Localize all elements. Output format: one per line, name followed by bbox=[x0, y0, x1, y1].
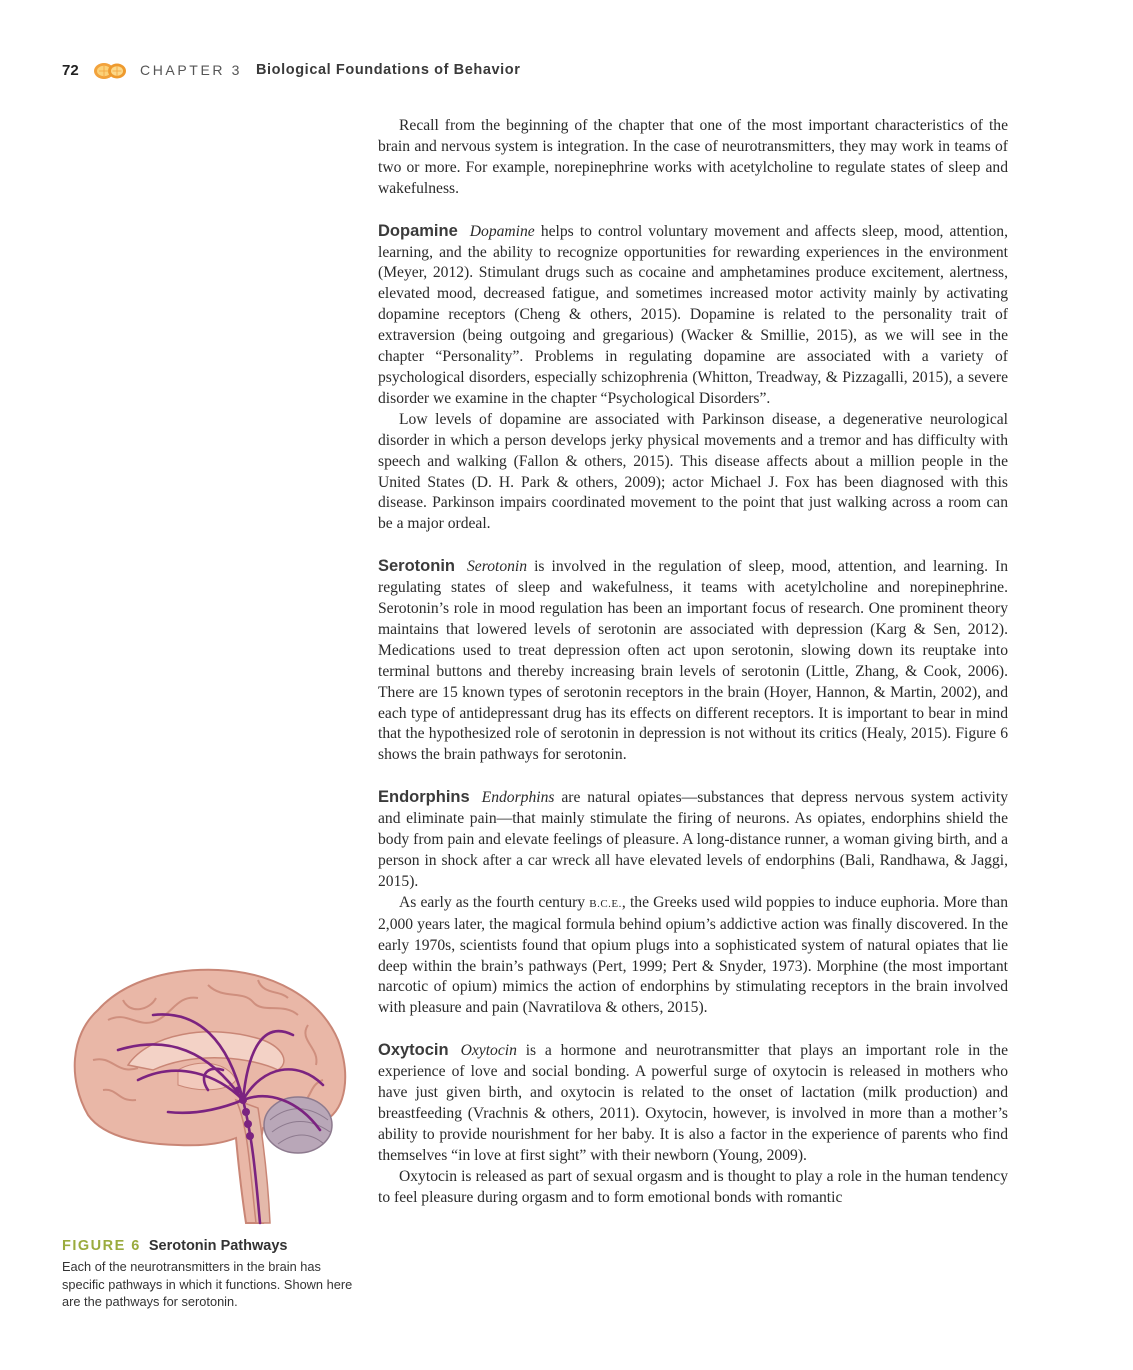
figure-caption bbox=[62, 1238, 362, 1311]
oxytocin-paragraph-1 bbox=[378, 1040, 1008, 1166]
figure-title: Serotonin Pathways bbox=[148, 1238, 288, 1254]
endorphins-heading: Endorphins bbox=[378, 788, 470, 807]
endorphins-paragraph-2 bbox=[378, 893, 1008, 1019]
serotonin-text: is involved in the regulation of sleep, mood, attention, and learning. In regulating states of sleep and wakefulness, it teams with acetylcholine and norepinephrine. Serotonin’s role in mood regulation has been an important focus of research. One prominent theory maintains that lowered levels of serotonin are associated with depression (Karg & Sen, 2012). Medications used to treat depression often act upon serotonin, slowing down its reuptake into terminal buttons and thereby increasing brain levels of serotonin (Little, Zhang, & Cook, 2006). There are 15 known types of serotonin receptors in the brain (Hoyer, Hannon, & Martin, 2002), and each type of antidepressant drug has its effects on different receptors. It is important to bear in mind that the hypothesized role of serotonin in depression is not without its critics (Healy, 2015). Figure 6 shows the brain pathways for serotonin. bbox=[378, 558, 1008, 764]
serotonin-heading: Serotonin bbox=[378, 557, 455, 576]
endorphins-text-b: , the Greeks used wild poppies to induce euphoria. More than 2,000 years later, the magical formula behind opium’s addictive action was finally discovered. In the early 1970s, scientists found that opium plugs into a sophisticated system of natural opiates that lie deep within the brain’s pathways (Pert, 1999; Pert & Snyder, 1973). Morphine (the most important narcotic of opium) mimics the action of endorphins by stimulating receptors in the brain involved with pleasure and pain (Navratilova & others, 2015). bbox=[378, 893, 1009, 1017]
serotonin-term: Serotonin bbox=[467, 558, 528, 576]
section-serotonin bbox=[378, 556, 1008, 766]
body-text bbox=[378, 116, 1008, 1209]
chapter-title: Biological Foundations of Behavior bbox=[255, 62, 521, 78]
endorphins-paragraph-1 bbox=[378, 787, 1008, 893]
figure-caption-text: Each of the neurotransmitters in the brain has specific pathways in which it functions. Shown here are the pathways for serotonin. bbox=[62, 1259, 353, 1309]
serotonin-paragraph-1 bbox=[378, 556, 1008, 766]
dopamine-paragraph-2: Low levels of dopamine are associated with Parkinson disease, a degenerative neurological disorder in which a person develops jerky physical movements and a tremor and has difficulty with speech and walking (Fallon & others, 2015). This disease affects about a million people in the United States (D. H. Park & others, 2009); actor Michael J. Fox has been diagnosed with this disease. Parkinson impairs coordinated movement to the point that just walking across a room can be a major ordeal. bbox=[378, 410, 1008, 533]
oxytocin-heading: Oxytocin bbox=[378, 1041, 449, 1060]
dopamine-heading: Dopamine bbox=[378, 221, 458, 240]
brain-illustration bbox=[58, 940, 358, 1225]
dopamine-term: Dopamine bbox=[469, 222, 535, 240]
figure-title-row bbox=[62, 1238, 362, 1254]
oxytocin-term: Oxytocin bbox=[460, 1042, 517, 1060]
endorphins-term: Endorphins bbox=[481, 789, 555, 807]
section-endorphins bbox=[378, 787, 1008, 1019]
section-dopamine bbox=[378, 221, 1008, 536]
endorphins-text-a: As early as the fourth century bbox=[399, 893, 590, 911]
figure-label: FIGURE 6 bbox=[62, 1238, 141, 1254]
cerebellum bbox=[264, 1097, 332, 1153]
running-header bbox=[62, 58, 520, 82]
orange-slices-icon bbox=[92, 59, 128, 81]
era-abbreviation: B.C.E. bbox=[589, 897, 622, 910]
chapter-label: CHAPTER 3 bbox=[140, 62, 242, 78]
dopamine-paragraph-1 bbox=[378, 221, 1008, 410]
endorphins-text: are natural opiates—substances that depress nervous system activity and eliminate pain—that mainly stimulate the firing of neurons. As opiates, endorphins shield the body from pain and elevate feelings of pleasure. A long-distance runner, a woman giving birth, and a person in shock after a car wreck all have elevated levels of endorphins (Bali, Randhawa, & Jaggi, 2015). bbox=[378, 789, 1008, 890]
section-oxytocin bbox=[378, 1040, 1008, 1208]
oxytocin-paragraph-2: Oxytocin is released as part of sexual orgasm and is thought to play a role in the human tendency to feel pleasure during orgasm and to form emotional bonds with romantic bbox=[378, 1167, 1008, 1206]
dopamine-text: helps to control voluntary movement and affects sleep, mood, attention, learning, and the ability to recognize opportunities for rewarding experiences in the environment (Meyer, 2012). Stimulant drugs such as cocaine and amphetamines produce excitement, alertness, elevated mood, decreased fatigue, and sometimes increased motor activity mainly by activating dopamine receptors (Cheng & others, 2015). Dopamine is related to the personality trait of extraversion (being outgoing and gregarious) (Wacker & Smillie, 2015), as we will see in the chapter “Personality”. Problems in regulating dopamine are associated with a variety of psychological disorders, especially schizophrenia (Whitton, Treadway, & Pizzagalli, 2015), a severe disorder we examine in the chapter “Psychological Disorders”. bbox=[378, 222, 1008, 407]
oxytocin-text: is a hormone and neurotransmitter that plays an important role in the experience of love and social bonding. A powerful surge of oxytocin is released in mothers who have just given birth, and oxytocin is related to the onset of lactation (milk production) and breastfeeding (Vrachnis & others, 2011). Oxytocin, however, is involved in more than a mother’s ability to provide nourishment for her baby. It is also a factor in the experience of parents who find themselves “in love at first sight” with their newborn (Young, 2009). bbox=[378, 1042, 1008, 1164]
brain-outline bbox=[75, 970, 345, 1223]
page-number: 72 bbox=[62, 61, 79, 79]
intro-paragraph: Recall from the beginning of the chapter that one of the most important characteristics of the brain and nervous system is integration. In the case of neurotransmitters, they may work in teams of two or more. For example, norepinephrine works with acetylcholine to regulate states of sleep and wakefulness. bbox=[378, 117, 1008, 197]
